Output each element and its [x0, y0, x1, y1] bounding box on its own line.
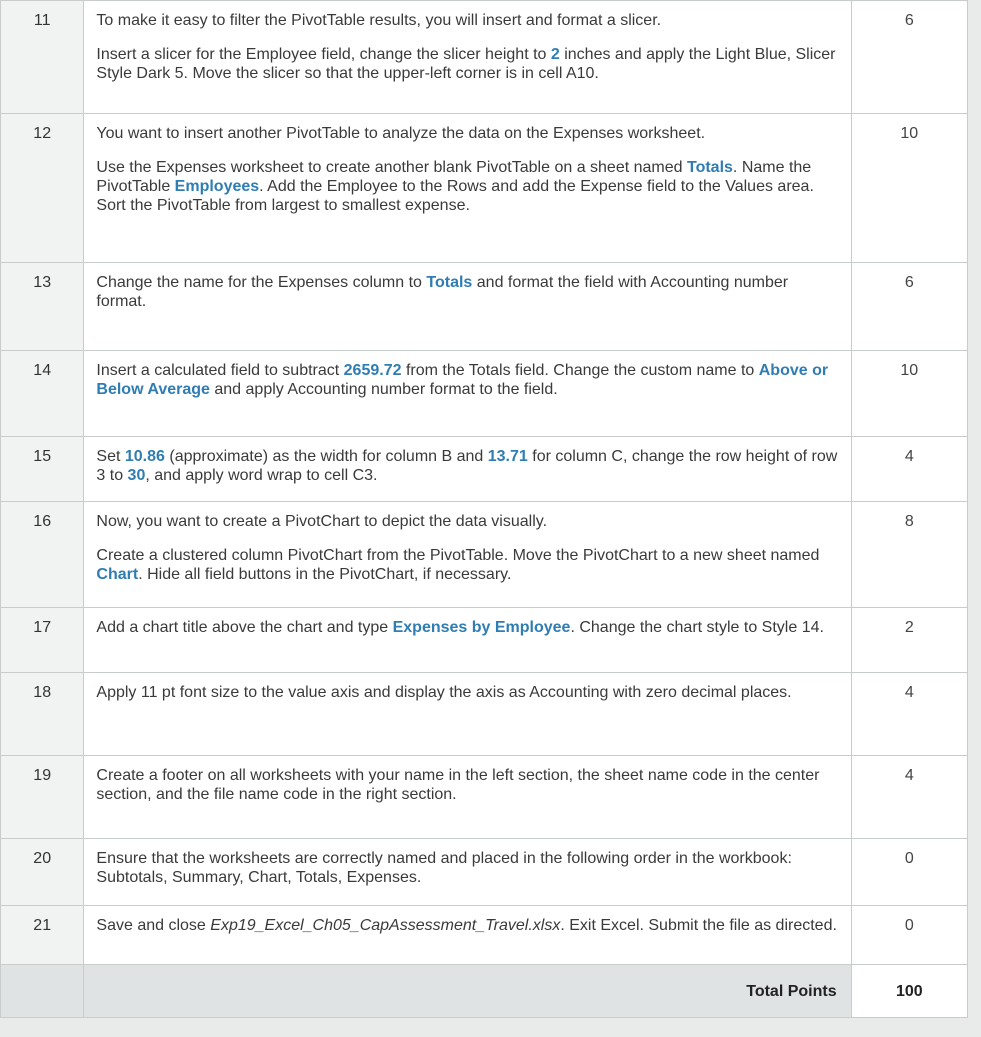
step-row [1, 756, 968, 839]
highlighted-term: 10.86 [124, 448, 165, 465]
step-number: 21 [1, 906, 84, 965]
total-value: 100 [851, 965, 967, 1018]
step-paragraph [96, 546, 838, 584]
instruction-text: . Hide all field buttons in the PivotChart, if necessary. [138, 566, 512, 583]
step-paragraph [96, 447, 838, 485]
instruction-text: Set [96, 448, 125, 465]
step-number: 16 [1, 502, 84, 608]
step-paragraph [96, 361, 838, 399]
instruction-text: , and apply word wrap to cell C3. [145, 467, 378, 484]
step-number: 13 [1, 263, 84, 351]
step-number: 15 [1, 437, 84, 502]
step-description [84, 1, 851, 114]
step-points: 2 [851, 608, 967, 673]
step-paragraph [96, 916, 838, 935]
step-row [1, 1, 968, 114]
total-section [1, 965, 968, 1018]
highlighted-term: Expenses by Employee [392, 619, 571, 636]
step-number: 19 [1, 756, 84, 839]
step-points: 4 [851, 756, 967, 839]
step-description [84, 906, 851, 965]
instruction-text: from the Totals field. Change the custom name to [401, 362, 759, 379]
step-paragraph [96, 766, 838, 804]
step-number: 18 [1, 673, 84, 756]
step-points: 8 [851, 502, 967, 608]
instruction-text: (approximate) as the width for column B and [164, 448, 488, 465]
step-paragraph [96, 618, 838, 637]
highlighted-term: 30 [127, 467, 146, 484]
step-number: 11 [1, 1, 84, 114]
step-points: 6 [851, 1, 967, 114]
instruction-text: Use the Expenses worksheet to create another blank PivotTable on a sheet named [96, 159, 687, 176]
step-points: 10 [851, 114, 967, 263]
step-row [1, 673, 968, 756]
instruction-text: Apply 11 pt font size to the value axis and display the axis as Accounting with zero decimal places. [96, 684, 792, 701]
instruction-text: You want to insert another PivotTable to analyze the data on the Expenses worksheet. [96, 125, 706, 142]
highlighted-term: Chart [96, 566, 139, 583]
step-paragraph [96, 124, 838, 143]
step-paragraph [96, 512, 838, 531]
instruction-text: Create a footer on all worksheets with your name in the left section, the sheet name code in the center section, and the file name code in the right section. [96, 767, 820, 803]
step-paragraph [96, 45, 838, 83]
instruction-text: Add a chart title above the chart and type [96, 619, 393, 636]
total-spacer [1, 965, 84, 1018]
instruction-text: for column C, change the row height of row 3 to [96, 448, 838, 484]
highlighted-term: Above or Below Average [96, 362, 829, 398]
instruction-text: Now, you want to create a PivotChart to depict the data visually. [96, 513, 548, 530]
step-number: 12 [1, 114, 84, 263]
step-points: 6 [851, 263, 967, 351]
step-paragraph [96, 158, 838, 215]
grading-table-body [1, 1, 968, 965]
step-points: 4 [851, 437, 967, 502]
instruction-text: inches and apply the Light Blue, Slicer Style Dark 5. Move the slicer so that the upper-left corner is in cell A10. [96, 46, 836, 82]
step-points: 0 [851, 906, 967, 965]
step-description [84, 351, 851, 437]
highlighted-term: 2659.72 [343, 362, 402, 379]
instruction-text: Insert a calculated field to subtract [96, 362, 344, 379]
highlighted-term: 13.71 [487, 448, 528, 465]
step-description [84, 839, 851, 906]
instruction-text: and format the field with Accounting number format. [96, 274, 789, 310]
instruction-text: Ensure that the worksheets are correctly named and placed in the following order in the workbook: Subtotals, Summary, Chart, Totals, Expenses. [96, 850, 792, 886]
step-description [84, 263, 851, 351]
step-row [1, 114, 968, 263]
step-number: 20 [1, 839, 84, 906]
highlighted-term: 2 [550, 46, 560, 63]
instruction-text: . Name the PivotTable [96, 159, 812, 195]
step-row [1, 437, 968, 502]
step-description [84, 114, 851, 263]
file-name: Exp19_Excel_Ch05_CapAssessment_Travel.xlsx [210, 917, 561, 934]
step-description [84, 673, 851, 756]
highlighted-term: Employees [174, 178, 260, 195]
instruction-text: . Change the chart style to Style 14. [570, 619, 824, 636]
step-row [1, 839, 968, 906]
step-number: 14 [1, 351, 84, 437]
step-description [84, 502, 851, 608]
step-row [1, 263, 968, 351]
total-label: Total Points [84, 965, 851, 1018]
step-points: 4 [851, 673, 967, 756]
step-points: 10 [851, 351, 967, 437]
step-description [84, 437, 851, 502]
step-description [84, 608, 851, 673]
instruction-text: . Exit Excel. Submit the file as directed. [560, 917, 837, 934]
step-row [1, 502, 968, 608]
instruction-text: Create a clustered column PivotChart from the PivotTable. Move the PivotChart to a new sheet named [96, 547, 820, 564]
instruction-text: Save and close [96, 917, 211, 934]
step-paragraph [96, 849, 838, 887]
step-points: 0 [851, 839, 967, 906]
highlighted-term: Totals [426, 274, 473, 291]
instruction-text: To make it easy to filter the PivotTable results, you will insert and format a slicer. [96, 12, 662, 29]
step-paragraph [96, 683, 838, 702]
highlighted-term: Totals [686, 159, 733, 176]
total-row [1, 965, 968, 1018]
instruction-text: Insert a slicer for the Employee field, change the slicer height to [96, 46, 551, 63]
instruction-text: . Add the Employee to the Rows and add the Expense field to the Values area. Sort the PivotTable from largest to smallest expense. [96, 178, 814, 214]
step-row [1, 906, 968, 965]
step-row [1, 351, 968, 437]
step-paragraph [96, 273, 838, 311]
step-description [84, 756, 851, 839]
instruction-text: Change the name for the Expenses column to [96, 274, 427, 291]
step-number: 17 [1, 608, 84, 673]
step-row [1, 608, 968, 673]
step-paragraph [96, 11, 838, 30]
instruction-text: and apply Accounting number format to the field. [209, 381, 558, 398]
